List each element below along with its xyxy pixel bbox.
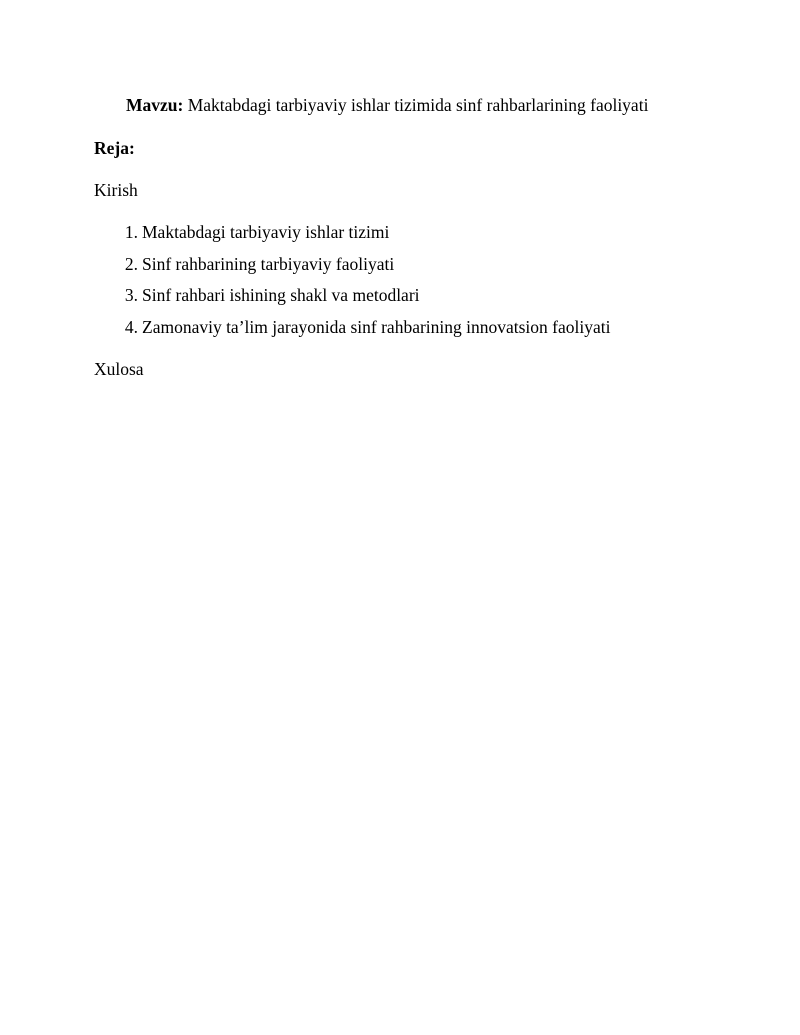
topic-text: Maktabdagi tarbiyaviy ishlar tizimida sinf rahbarlarining faoliyati	[183, 95, 649, 115]
plan-item-number: 3.	[124, 285, 138, 305]
plan-item-number: 2.	[124, 254, 138, 274]
plan-intro: Kirish	[94, 180, 138, 200]
plan-item-text: Sinf rahbari ishining shakl va metodlari	[142, 285, 420, 305]
plan-heading: Reja:	[94, 138, 135, 158]
topic-line	[126, 94, 648, 116]
plan-item-text: Sinf rahbarining tarbiyaviy faoliyati	[142, 254, 395, 274]
plan-item-number: 4.	[124, 317, 138, 337]
plan-conclusion: Xulosa	[94, 359, 144, 379]
topic-label: Mavzu:	[126, 95, 184, 115]
plan-item-text: Zamonaviy ta’lim jarayonida sinf rahbarining innovatsion faoliyati	[142, 317, 611, 337]
plan-item-text: Maktabdagi tarbiyaviy ishlar tizimi	[142, 222, 390, 242]
plan-item-number: 1.	[124, 222, 138, 242]
